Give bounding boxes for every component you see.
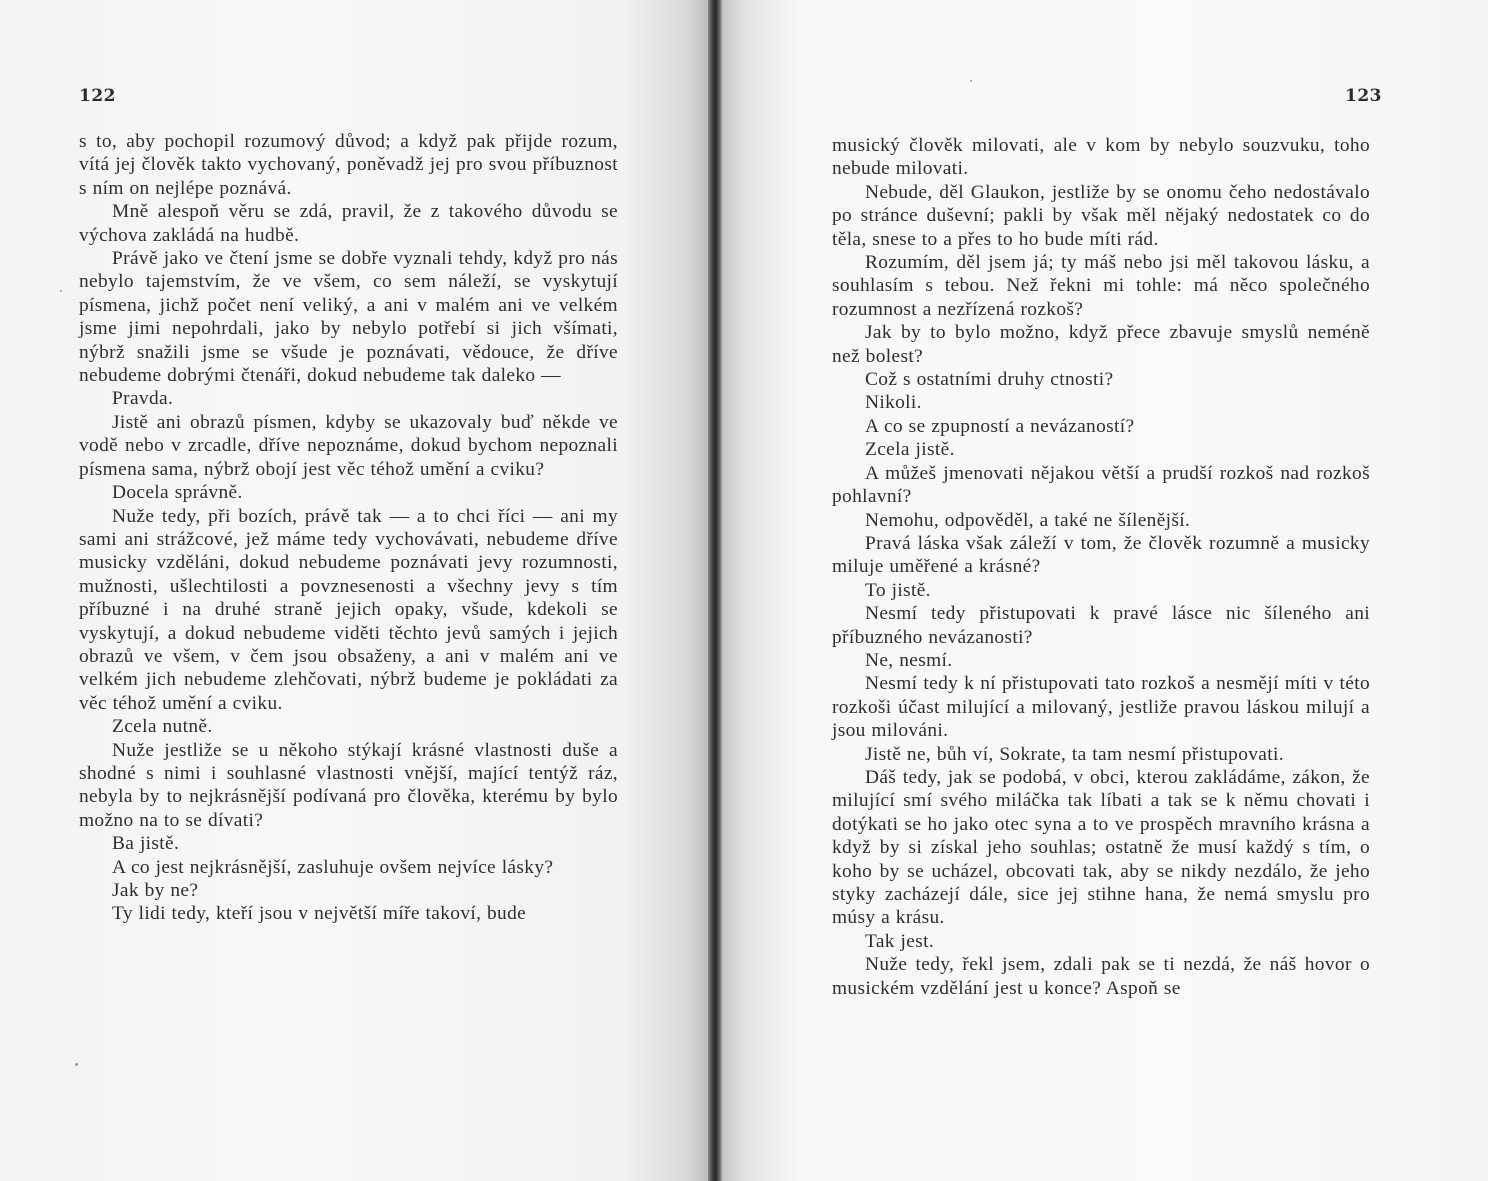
paragraph: s to, aby pochopil rozumový důvod; a když pak přijde rozum, vítá jej člověk takto vychovaný, poněvadž jej pro svou příbuznost s ním on nejlépe poznává. <box>79 131 618 199</box>
paragraph: Jistě ne, bůh ví, Sokrate, ta tam nesmí přistupovati. <box>865 743 1284 765</box>
paragraph: Tak jest. <box>865 930 935 952</box>
paragraph: A můžeš jmenovati nějakou větší a prudší rozkoš nad rozkoš pohlavní? <box>832 462 1370 508</box>
paragraph: Docela správně. <box>112 482 243 504</box>
paragraph: Což s ostatními druhy ctnosti? <box>865 369 1114 391</box>
paragraph: Ne, nesmí. <box>865 649 953 671</box>
right-page <box>722 0 1488 1181</box>
paragraph: A co se zpupností a nevázaností? <box>865 415 1135 437</box>
paper-speck <box>60 290 62 292</box>
paragraph: Nuže tedy, řekl jsem, zdali pak se ti nezdá, že náš hovor o musickém vzdělání jest u konce? Aspoň se <box>832 954 1370 999</box>
paragraph: Pravá láska však záleží v tom, že člověk rozumně a musicky miluje uměřené a krásné? <box>832 532 1370 578</box>
paragraph: Jistě ani obrazů písmen, kdyby se ukazovaly buď někde ve vodě nebo v zrcadle, dříve nepoznáme, dokud bychom nepoznali písmena sama, nýbrž obojí jest věc téhož umění a cviku? <box>79 411 618 480</box>
paragraph: Nesmí tedy přistupovati k pravé lásce nic šíleného ani příbuzného nevázanosti? <box>832 603 1370 648</box>
paragraph: Jak by ne? <box>112 880 199 901</box>
paragraph: musický člověk milovati, ale v kom by nebylo souzvuku, toho nebude milovati. <box>832 135 1370 180</box>
paragraph: A co jest nejkrásnější, zasluhuje ovšem nejvíce lásky? <box>112 856 554 878</box>
paragraph: Nikoli. <box>865 392 922 414</box>
paragraph: Zcela nutně. <box>112 716 213 738</box>
book-gutter <box>708 0 722 1181</box>
paragraph: Dáš tedy, jak se podobá, v obci, kterou zakládáme, zákon, že milující smí svého miláčka tak líbati a tak se k němu chovati i dotýkati se ho jako otec syna a to ve prospěch mravního krásna a když by si získal jeho souhlas; ostatně že musí každý s tím, o koho by se ucházel, obcovati tak, aby se nikdy nezdálo, že jeho styky zacházejí dále, sice jej stihne hana, že nemá smyslu pro músy a krásu. <box>832 766 1370 929</box>
paragraph: Rozumím, děl jsem já; ty máš nebo jsi měl takovou lásku, a souhlasím s tebou. Než řekni mi tohle: má něco společného rozumnost a nezřízená rozkoš? <box>832 252 1370 320</box>
paragraph: Pravda. <box>112 388 174 410</box>
page-body <box>79 130 618 926</box>
paper-speck <box>75 1063 78 1066</box>
paragraph: Nemohu, odpověděl, a také ne šílenější. <box>865 509 1191 531</box>
page-number: 122 <box>79 86 116 106</box>
paragraph: Jak by to bylo možno, když přece zbavuje smyslů neméně než bolest? <box>832 322 1370 367</box>
paragraph: Ba jistě. <box>112 833 180 855</box>
paragraph: Právě jako ve čtení jsme se dobře vyznali tehdy, když pro nás nebylo tajemstvím, že ve všem, co sem náleží, se vyskytují písmena, jichž počet není veliký, a ani v malém ani ve velkém jsme jimi nepohrdali, jako by nebylo potřebí si jich všímati, nýbrž snažili jsme se všude je poznávati, vědouce, že dříve nebudeme dobrými čtenáři, dokud nebudeme tak daleko — <box>79 248 618 387</box>
paper-speck <box>970 80 972 82</box>
paragraph: Nebude, děl Glaukon, jestliže by se onomu čeho nedostávalo po stránce duševní; pakli by však měl nějaký nedostatek co do těla, snese to a přes to ho bude míti rád. <box>832 181 1370 250</box>
paragraph: To jistě. <box>865 579 931 601</box>
page-body <box>832 134 1370 1000</box>
paragraph: Nuže tedy, při bozích, právě tak — a to chci říci — ani my sami ani strážcové, jež máme tedy vychovávati, nebudeme dříve musicky vzděláni, dokud nebudeme poznávati jevy rozumnosti, mužnosti, ušlechtilosti a povznesenosti a všechny jevy s tím příbuzné i na druhé straně jejich opaky, všude, kdekoli se vyskytují, a dokud nebudeme viděti těchto jevů samých i jejich obrazů ve všem, v čem jsou obsaženy, a ani v malém ani ve velkém jich nebudeme zlehčovati, nýbrž budeme je pokládati za věc téhož umění a cviku. <box>79 505 618 714</box>
left-page <box>0 0 708 1181</box>
paragraph: Nesmí tedy k ní přistupovati tato rozkoš a nesmějí míti v této rozkoši účast milující a milovaný, jestliže pravou láskou milují a jsou milováni. <box>832 673 1370 742</box>
paragraph: Zcela jistě. <box>865 439 955 461</box>
paragraph: Ty lidi tedy, kteří jsou v největší míře takoví, bude <box>112 903 527 925</box>
page-number: 123 <box>1345 86 1382 106</box>
paragraph: Mně alespoň věru se zdá, pravil, že z takového důvodu se výchova zakládá na hudbě. <box>79 201 618 246</box>
paragraph: Nuže jestliže se u někoho stýkají krásné vlastnosti duše a shodné s nimi i souhlasné vlastnosti vnější, mající tentýž ráz, nebyla by to nejkrásnější podívaná pro člověka, kterému by bylo možno na to se dívati? <box>79 739 618 831</box>
